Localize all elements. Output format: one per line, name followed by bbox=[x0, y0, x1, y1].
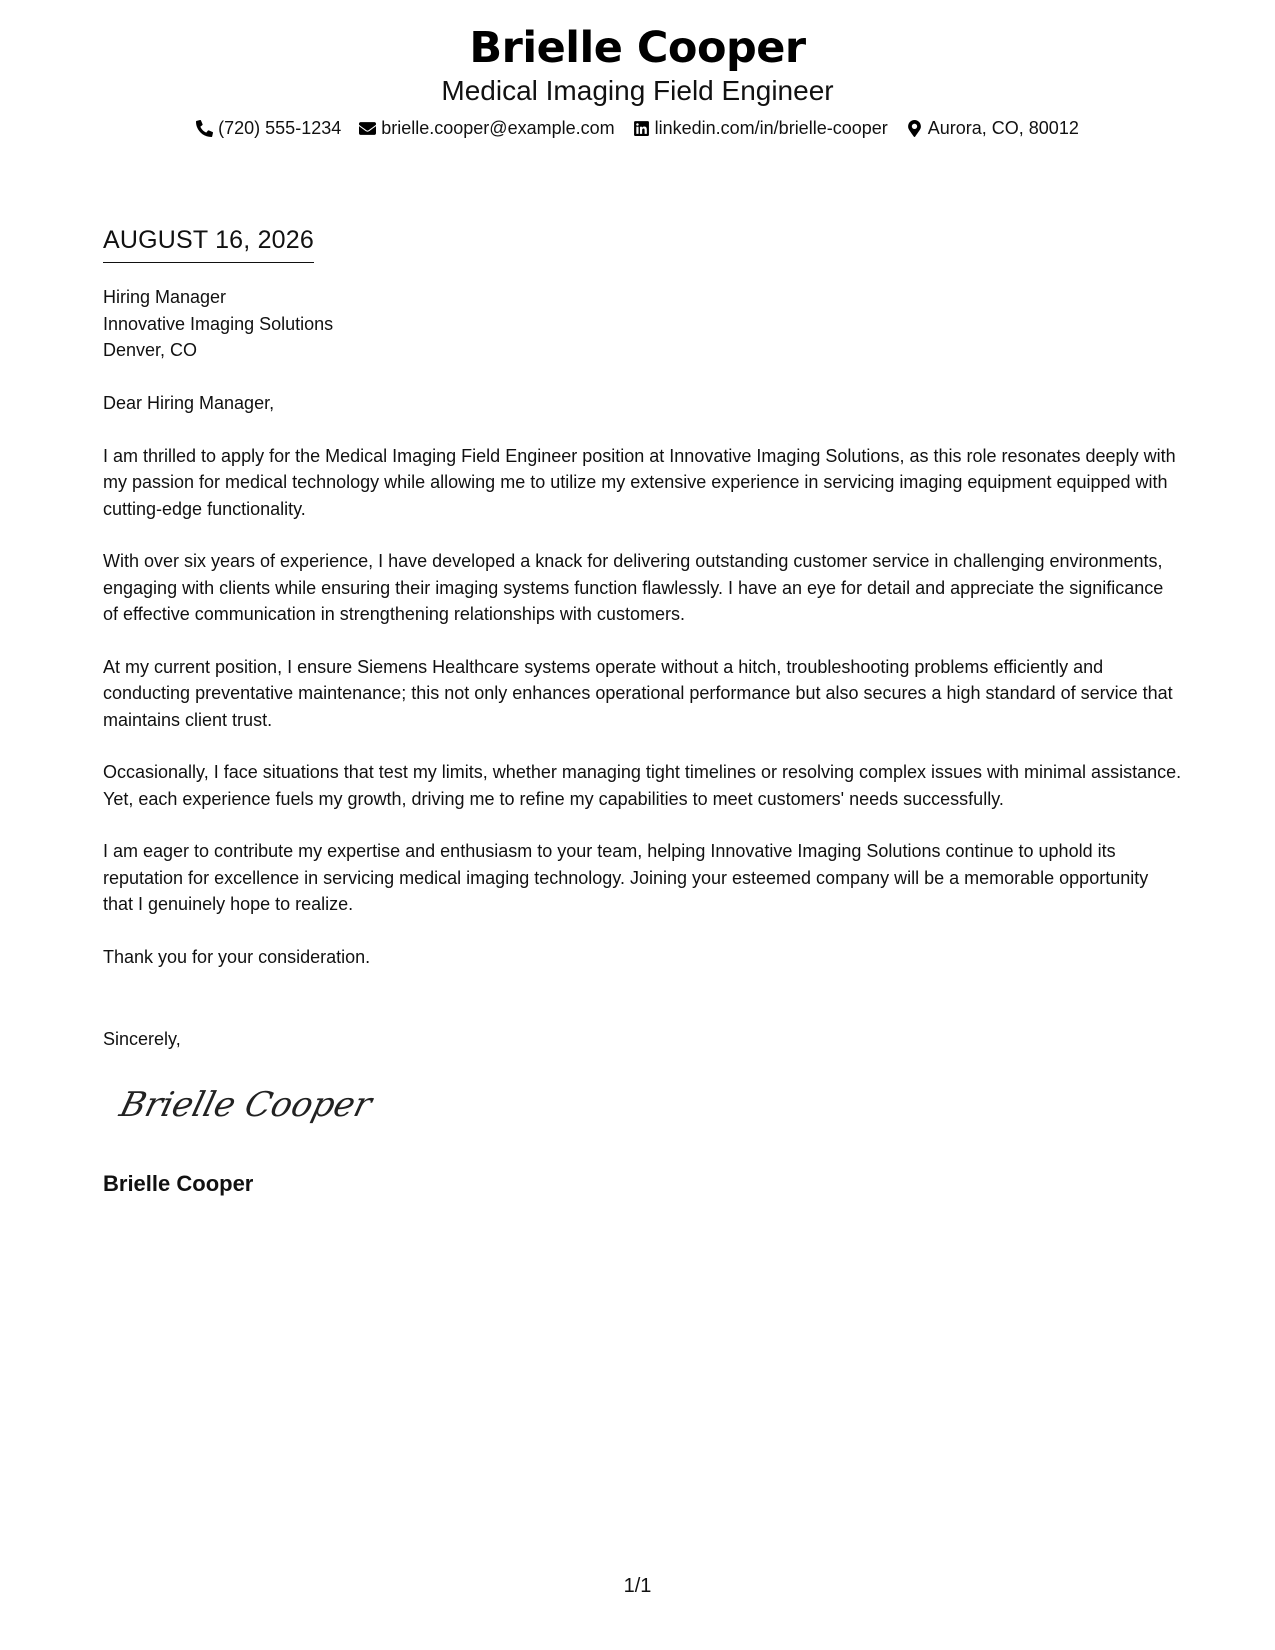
signature-image bbox=[115, 1080, 376, 1135]
location-text: Aurora, CO, 80012 bbox=[927, 118, 1079, 138]
signature-text: Brielle Cooper bbox=[115, 1085, 376, 1125]
phone-text: (720) 555-1234 bbox=[218, 118, 342, 138]
contact-phone bbox=[196, 116, 341, 140]
contact-email[interactable] bbox=[359, 116, 614, 140]
letter-body bbox=[103, 390, 1183, 996]
linkedin-icon bbox=[633, 120, 650, 137]
recipient-line: Innovative Imaging Solutions bbox=[103, 313, 334, 334]
body-paragraph: With over six years of experience, I have developed a knack for delivering outstanding customer service in challenging environments, engaging with clients while ensuring their imaging systems function flawlessly. I have an eye for detail and appreciate the significance of effective communication in strengthening relationships with customers. bbox=[103, 551, 1164, 624]
contact-linkedin[interactable] bbox=[633, 116, 888, 140]
envelope-icon bbox=[359, 120, 376, 137]
recipient-line: Denver, CO bbox=[103, 340, 198, 360]
contact-location bbox=[906, 116, 1079, 140]
contact-bar bbox=[0, 116, 1275, 140]
map-pin-icon bbox=[906, 120, 923, 137]
signer-name: Brielle Cooper bbox=[103, 1171, 254, 1196]
body-paragraph: Thank you for your consideration. bbox=[103, 946, 371, 967]
page-number: 1/1 bbox=[623, 1575, 652, 1597]
email-text: brielle.cooper@example.com bbox=[381, 118, 615, 138]
body-paragraph: At my current position, I ensure Siemens Healthcare systems operate without a hitch, troubleshooting problems efficiently and conducting preventative maintenance; this not only enhances operational performance but also secures a high standard of service that maintains client trust. bbox=[103, 656, 1173, 730]
linkedin-text: linkedin.com/in/brielle-cooper bbox=[654, 118, 888, 138]
phone-icon bbox=[196, 120, 213, 137]
closing: Sincerely, bbox=[103, 1029, 181, 1049]
recipient-line: Hiring Manager bbox=[103, 287, 227, 307]
recipient-block bbox=[103, 284, 333, 364]
letter-date: AUGUST 16, 2026 bbox=[103, 224, 314, 263]
salutation: Dear Hiring Manager, bbox=[103, 393, 275, 413]
sender-name: Brielle Cooper bbox=[469, 23, 806, 73]
handwritten-signature bbox=[115, 1080, 376, 1130]
body-paragraph: Occasionally, I face situations that test my limits, whether managing tight timelines or resolving complex issues with minimal assistance. Yet, each experience fuels my growth, driving me to refine my capabilities to meet customers' needs successfully. bbox=[103, 762, 1182, 809]
letter-header bbox=[0, 22, 1275, 140]
sender-title: Medical Imaging Field Engineer bbox=[441, 75, 834, 106]
body-paragraph: I am eager to contribute my expertise and enthusiasm to your team, helping Innovative Imaging Solutions continue to uphold its reputation for excellence in servicing medical imaging technology. Joining your esteemed company will be a memorable opportunity that I genuinely hope to realize. bbox=[103, 841, 1149, 914]
body-paragraph: I am thrilled to apply for the Medical Imaging Field Engineer position at Innovative Imaging Solutions, as this role resonates deeply with my passion for medical technology while allowing me to utilize my extensive experience in servicing imaging equipment equipped with cutting-edge functionality. bbox=[103, 445, 1176, 519]
